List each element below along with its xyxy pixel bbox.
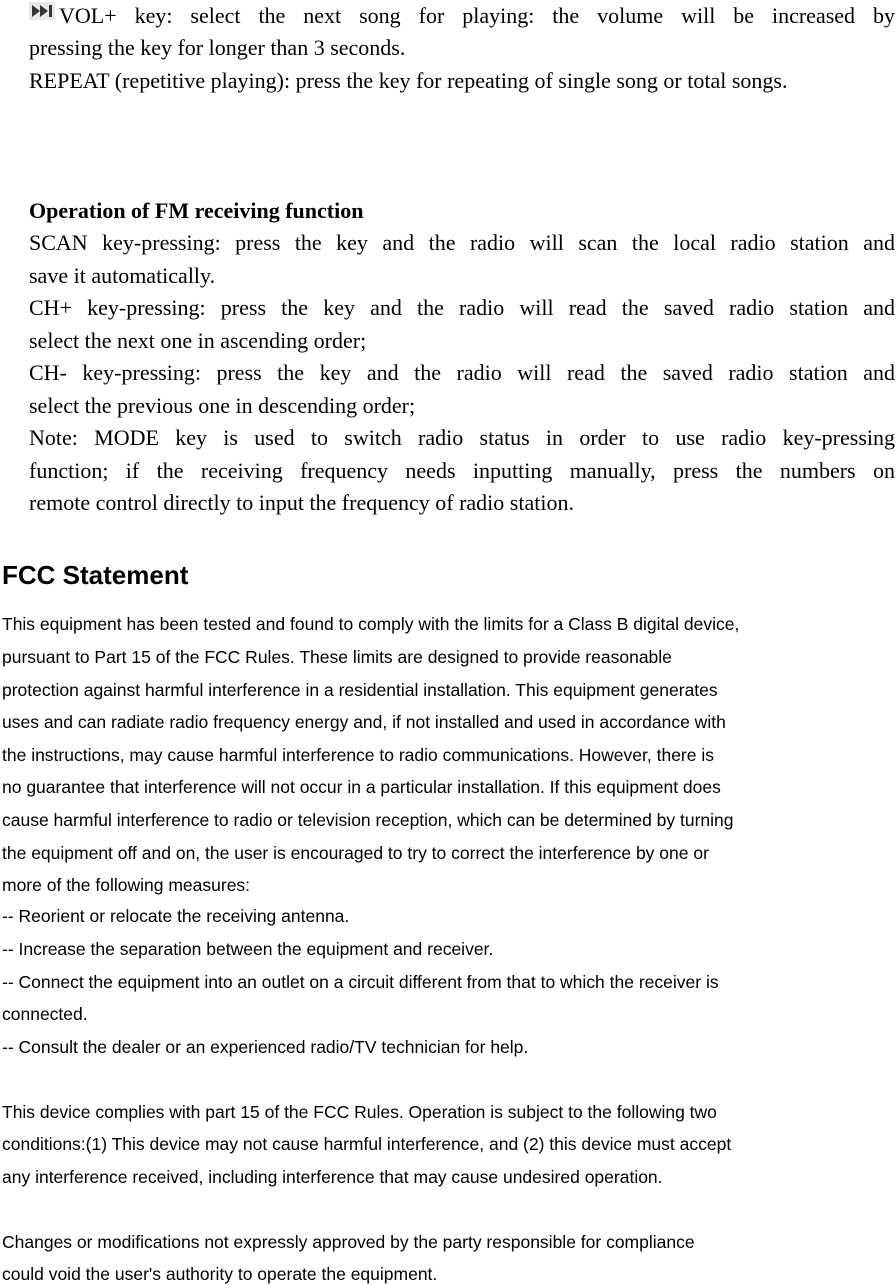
vol-plus-line-2: pressing the key for longer than 3 seconds. [29,35,406,60]
fcc-line: conditions:(1) This device may not cause harmful interference, and (2) this device must accept [2,1134,732,1154]
fm-line: function; if the receiving frequency needs inputting manually, press the numbers on [29,458,895,483]
fm-line: Note: MODE key is used to switch radio status in order to use radio key-pressing [29,425,895,450]
fcc-line: cause harmful interference to radio or television reception, which can be determined by turning [2,810,734,830]
fcc-line: pursuant to Part 15 of the FCC Rules. These limits are designed to provide reasonable [2,647,672,667]
fcc-line: the equipment off and on, the user is encouraged to try to correct the interference by one or [2,843,709,863]
fcc-heading: FCC Statement [2,560,189,590]
fm-line: CH+ key-pressing: press the key and the radio will read the saved radio station and [29,295,895,320]
fcc-bullet: -- Increase the separation between the equipment and receiver. [2,939,494,959]
fcc-line: protection against harmful interference in a residential installation. This equipment generates [2,680,718,700]
fm-line: CH- key-pressing: press the key and the radio will read the saved radio station and [29,360,895,385]
fcc-line: the instructions, may cause harmful interference to radio communications. However, there is [2,745,714,765]
fcc-line: This equipment has been tested and found to comply with the limits for a Class B digital device, [2,614,740,634]
fcc-bullet: -- Reorient or relocate the receiving antenna. [2,906,350,926]
fcc-bullet: -- Connect the equipment into an outlet on a circuit different from that to which the receiver is [2,972,719,992]
vol-plus-line-1: VOL+ key: select the next song for playing: the volume will be increased by [59,3,895,28]
repeat-line: REPEAT (repetitive playing): press the key for repeating of single song or total songs. [29,68,788,93]
fcc-line: Changes or modifications not expressly approved by the party responsible for compliance [2,1232,695,1252]
fcc-line: any interference received, including interference that may cause undesired operation. [2,1167,663,1187]
fcc-line: more of the following measures: [2,875,251,895]
fcc-line: uses and can radiate radio frequency energy and, if not installed and used in accordance with [2,712,726,732]
fm-heading: Operation of FM receiving function [29,198,364,223]
fm-line: remote control directly to input the frequency of radio station. [29,490,574,515]
fcc-line: connected. [2,1004,88,1024]
fcc-line: This device complies with part 15 of the FCC Rules. Operation is subject to the following two [2,1102,717,1122]
fm-line: SCAN key-pressing: press the key and the radio will scan the local radio station and [29,230,895,255]
fcc-line: could void the user's authority to operate the equipment. [2,1264,438,1284]
fcc-line: no guarantee that interference will not occur in a particular installation. If this equipment does [2,777,721,797]
fm-line: save it automatically. [29,263,216,288]
fm-line: select the previous one in descending order; [29,393,416,418]
fast-forward-icon [29,2,55,20]
fcc-bullet: -- Consult the dealer or an experienced radio/TV technician for help. [2,1037,529,1057]
fm-line: select the next one in ascending order; [29,328,367,353]
